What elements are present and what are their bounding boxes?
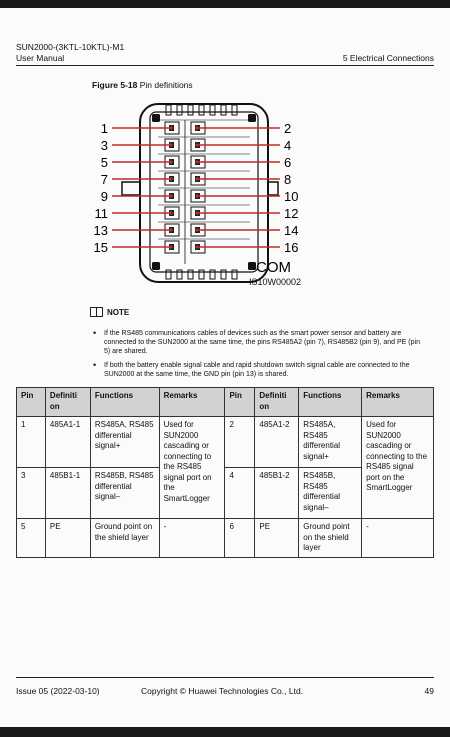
note-item: • If the RS485 communications cables of devices such as the smart power sensor and battery are connected to the SUN2000 at the same time, the pins RS485A2 (pin 7), RS485B2 (pin 9), and PE (pin 5) are shared.: [104, 329, 420, 356]
screw-icon: [152, 114, 160, 122]
pin-definition-table: [16, 387, 434, 558]
top-tooth: [199, 105, 204, 115]
pin-label-left: 11: [94, 206, 108, 221]
cell-remarks: Used for SUN2000 cascading or connecting to the RS485 signal port on the SmartLogger: [159, 417, 225, 519]
leader-dot: [195, 177, 198, 180]
cell-pin: 1: [17, 417, 46, 468]
connector-housing: [140, 104, 268, 282]
leader-dot: [169, 126, 172, 129]
col-header: Remarks: [159, 388, 225, 417]
top-tooth: [232, 105, 237, 115]
cell-remarks: Used for SUN2000 cascading or connecting to the RS485 signal port on the SmartLogger: [362, 417, 434, 519]
leader-dot: [195, 194, 198, 197]
pin-diagram: [78, 92, 322, 300]
top-tooth: [210, 105, 215, 115]
table-header-row: [17, 388, 434, 417]
col-header: Remarks: [362, 388, 434, 417]
col-header: Functions: [90, 388, 159, 417]
cell-pin: 2: [225, 417, 255, 468]
cell-function: RS485B, RS485 differential signal–: [299, 468, 362, 519]
product-name: SUN2000-(3KTL-10KTL)-M1: [16, 42, 125, 52]
figure-caption: [92, 80, 193, 90]
cell-remarks: -: [159, 519, 225, 558]
screw-icon: [248, 262, 256, 270]
pin-label-left: 7: [100, 172, 108, 187]
bottom-tooth: [210, 270, 215, 279]
leader-dot: [169, 143, 172, 146]
col-header: Pin: [17, 388, 46, 417]
figure-id: IS10W00002: [249, 277, 302, 287]
top-tooth: [221, 105, 226, 115]
cell-pin: 4: [225, 468, 255, 519]
leader-dot: [169, 194, 172, 197]
leader-dot: [169, 245, 172, 248]
col-header: Pin: [225, 388, 255, 417]
header-rule: [16, 65, 434, 66]
pin-label-left: 5: [100, 155, 108, 170]
top-tooth: [177, 105, 182, 115]
pin-label-right: 12: [284, 206, 299, 221]
top-tooth: [188, 105, 193, 115]
table-row: [17, 417, 434, 468]
note-heading: [90, 307, 129, 317]
screw-icon: [152, 262, 160, 270]
col-header: Definiti on: [255, 388, 299, 417]
cell-function: Ground point on the shield layer: [299, 519, 362, 558]
cell-function: RS485B, RS485 differential signal–: [90, 468, 159, 519]
document-type: User Manual: [16, 53, 65, 63]
cell-pin: 6: [225, 519, 255, 558]
leader-dot: [195, 160, 198, 163]
top-tooth: [166, 105, 171, 115]
copyright: Copyright © Huawei Technologies Co., Ltd.: [141, 686, 304, 696]
connector-inner-frame: [150, 112, 258, 272]
pin-label-right: 16: [284, 240, 299, 255]
figure-number: Figure 5-18: [92, 80, 138, 90]
bottom-tooth: [177, 270, 182, 279]
left-latch: [122, 182, 140, 195]
pin-label-right: 4: [284, 138, 292, 153]
pin-label-right: 2: [284, 121, 292, 136]
pin-label-right: 14: [284, 223, 299, 238]
leader-dot: [169, 160, 172, 163]
manual-page: [0, 8, 450, 727]
running-header-left: [16, 42, 124, 64]
cell-pin: 3: [17, 468, 46, 519]
col-header: Definiti on: [45, 388, 90, 417]
bottom-tooth: [188, 270, 193, 279]
cell-remarks: -: [362, 519, 434, 558]
cell-definition: 485B1-1: [45, 468, 90, 519]
cell-pin: 5: [17, 519, 46, 558]
screw-icon: [248, 114, 256, 122]
footer-rule: [16, 677, 434, 678]
bottom-tooth: [232, 270, 237, 279]
pin-label-left: 3: [100, 138, 108, 153]
pin-label-right: 8: [284, 172, 292, 187]
cell-definition: 485B1-2: [255, 468, 299, 519]
pin-label-left: 13: [93, 223, 108, 238]
bottom-tooth: [221, 270, 226, 279]
page-number: 49: [424, 686, 434, 696]
note-list: [104, 329, 420, 384]
leader-dot: [195, 245, 198, 248]
cell-definition: PE: [255, 519, 299, 558]
connector-body: [122, 104, 278, 282]
table-row: [17, 519, 434, 558]
cell-function: RS485A, RS485 differential signal+: [299, 417, 362, 468]
cell-definition: 485A1-2: [255, 417, 299, 468]
leader-dot: [195, 143, 198, 146]
issue-info: Issue 05 (2022-03-10): [16, 686, 100, 696]
bottom-tooth: [166, 270, 171, 279]
leader-dot: [195, 228, 198, 231]
cell-definition: 485A1-1: [45, 417, 90, 468]
leader-dot: [169, 228, 172, 231]
com-label: COM: [256, 259, 291, 276]
cell-function: RS485A, RS485 differential signal+: [90, 417, 159, 468]
cell-definition: PE: [45, 519, 90, 558]
right-latch: [268, 182, 278, 195]
pin-label-left: 15: [93, 240, 108, 255]
leader-dot: [169, 211, 172, 214]
pin-label-left: 9: [100, 189, 108, 204]
col-header: Functions: [299, 388, 362, 417]
note-item: • If both the battery enable signal cable and rapid shutdown switch signal cable are connected to the SUN2000 at the same time, the GND pin (pin 13) is shared.: [104, 361, 420, 379]
leader-dot: [195, 126, 198, 129]
pin-label-right: 10: [284, 189, 299, 204]
pin-label-left: 1: [100, 121, 108, 136]
leader-dot: [169, 177, 172, 180]
cell-function: Ground point on the shield layer: [90, 519, 159, 558]
pin-label-right: 6: [284, 155, 292, 170]
chapter-title: 5 Electrical Connections: [342, 53, 434, 63]
note-label: NOTE: [107, 307, 130, 317]
bottom-tooth: [199, 270, 204, 279]
leader-dot: [195, 211, 198, 214]
book-icon: [90, 307, 103, 317]
figure-title: Pin definitions: [139, 80, 193, 90]
